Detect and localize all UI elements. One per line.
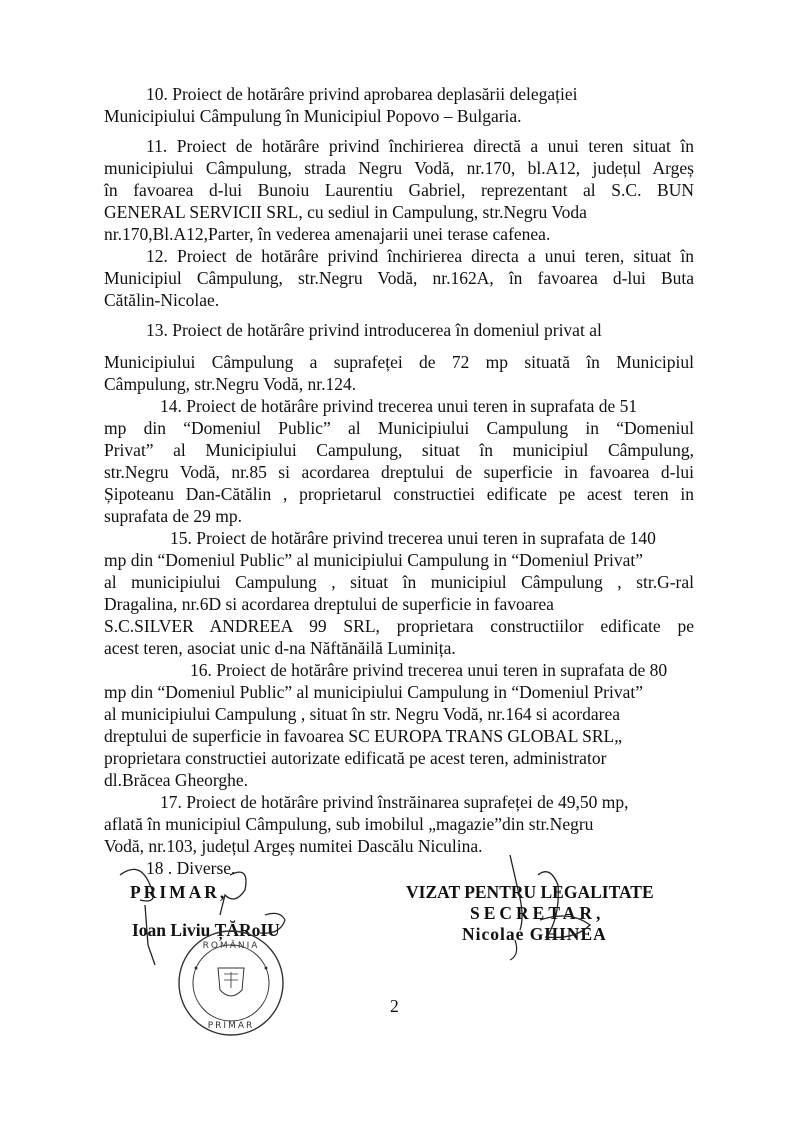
item-17-line-1: 17. Proiect de hotărâre privind înstrăinarea suprafeței de 49,50 mp,: [160, 792, 629, 812]
item-15-line-2: mp din “Domeniul Public” al municipiului Campulung in “Domeniul Privat”: [104, 550, 644, 570]
item-12-line-1: 12. Proiect de hotărâre privind închirierea directa a unui teren, situat în: [146, 246, 694, 266]
stamp-bottom-text: PRIMAR: [207, 1021, 255, 1031]
item-13-line-1: 13. Proiect de hotărâre privind introducerea în domeniul privat al: [146, 320, 602, 340]
item-14-line-2: mp din “Domeniul Public” al Municipiului Campulung in “Domeniul: [104, 418, 694, 438]
item-16-line-4: dreptului de superficie in favoarea SC EUROPA TRANS GLOBAL SRL„: [104, 726, 622, 746]
item-13-line-2: Municipiului Câmpulung a suprafeței de 72 mp situată în Municipiul: [104, 352, 694, 372]
page-number: 2: [390, 996, 399, 1016]
item-11-line-4: GENERAL SERVICII SRL, cu sediul in Campulung, str.Negru Voda: [104, 202, 587, 222]
item-17-line-2: aflată în municipiul Câmpulung, sub imobilul „magazie”din str.Negru: [104, 814, 594, 834]
secretar-signature-scribble: [500, 845, 660, 965]
item-15-line-4: Dragalina, nr.6D si acordarea dreptului de superficie in favoarea: [104, 594, 554, 614]
item-14-line-4: str.Negru Vodă, nr.85 si acordarea dreptului de superficie in favoarea d-lui: [104, 462, 694, 482]
secretar-name: Nicolae GHINEA: [462, 924, 607, 944]
item-12-line-2: Municipiul Câmpulung, str.Negru Vodă, nr.162A, în favoarea d-lui Buta: [104, 268, 694, 288]
legality-title: VIZAT PENTRU LEGALITATE: [406, 882, 654, 902]
item-14-line-5: Șipoteanu Dan-Cătălin , proprietarul constructiei edificate pe acest teren in: [104, 484, 694, 504]
item-16-line-3: al municipiului Campulung , situat în str. Negru Vodă, nr.164 si acordarea: [104, 704, 621, 724]
item-13-line-3: Câmpulung, str.Negru Vodă, nr.124.: [104, 374, 357, 394]
primar-name: Ioan Liviu ȚĂRoIU: [132, 920, 280, 940]
primar-title: PRIMAR,: [130, 882, 228, 902]
item-11-line-2: municipiului Câmpulung, strada Negru Vodă, nr.170, bl.A12, județul Argeș: [104, 158, 694, 178]
item-16-line-1: 16. Proiect de hotărâre privind trecerea unui teren in suprafata de 80: [190, 660, 668, 680]
item-18-diverse: 18 . Diverse.: [146, 858, 236, 878]
item-15-line-6: acest teren, asociat unic d-na Năftănăilă Luminița.: [104, 638, 456, 658]
item-14-line-1: 14. Proiect de hotărâre privind trecerea unui teren in suprafata de 51: [160, 396, 638, 416]
item-10-line-2: Municipiului Câmpulung în Municipiul Popovo – Bulgaria.: [104, 106, 522, 126]
item-14-line-3: Privat” al Municipiului Campulung, situat în municipiul Câmpulung,: [104, 440, 694, 460]
item-15-line-1: 15. Proiect de hotărâre privind trecerea unui teren in suprafata de 140: [170, 528, 656, 548]
item-15-line-3: al municipiului Campulung , situat în municipiul Câmpulung , str.G-ral: [104, 572, 694, 592]
item-16-line-5: proprietara constructiei autorizate edificată pe acest teren, administrator: [104, 748, 607, 768]
item-17-line-3: Vodă, nr.103, județul Argeș numitei Dascălu Niculina.: [104, 836, 483, 856]
item-11-line-5: nr.170,Bl.A12,Parter, în vederea amenajarii unei terase cafenea.: [104, 224, 551, 244]
item-11-line-1: 11. Proiect de hotărâre privind închirierea directă a unui teren situat în: [146, 136, 694, 156]
secretar-title: SECRETAR,: [470, 903, 605, 923]
official-stamp-seal: [176, 928, 286, 1038]
item-16-line-6: dl.Brăcea Gheorghe.: [104, 770, 248, 790]
item-12-line-3: Cătălin-Nicolae.: [104, 290, 220, 310]
item-16-line-2: mp din “Domeniul Public” al municipiului Campulung in “Domeniul Privat”: [104, 682, 644, 702]
stamp-top-text: ROMÂNIA: [202, 941, 260, 951]
item-10-line-1: 10. Proiect de hotărâre privind aprobarea deplasării delegației: [146, 84, 578, 104]
item-11-line-3: în favoarea d-lui Bunoiu Laurentiu Gabriel, reprezentant al S.C. BUN: [104, 180, 694, 200]
item-15-line-5: S.C.SILVER ANDREEA 99 SRL, proprietara constructiilor edificate pe: [104, 616, 694, 636]
item-14-line-6: suprafata de 29 mp.: [104, 506, 243, 526]
